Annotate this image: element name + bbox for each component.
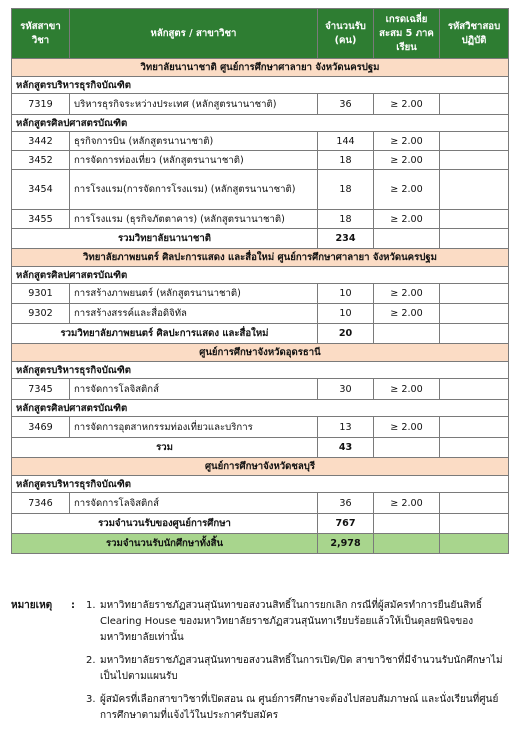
subtotal-value: 20 xyxy=(318,324,374,344)
cell-gpa: ≥ 2.00 xyxy=(374,304,440,324)
faculty-title: ศูนย์การศึกษาจังหวัดอุดรธานี xyxy=(12,344,509,362)
table-row xyxy=(12,417,509,438)
cell-name: การสร้างภาพยนตร์ (หลักสูตรนานาชาติ) xyxy=(70,284,318,304)
cell-quota: 144 xyxy=(318,132,374,151)
cell-code: 7346 xyxy=(12,493,70,514)
header-code: รหัสสาขาวิชา xyxy=(12,9,70,59)
cell-practical xyxy=(440,132,509,151)
note-number: 2. xyxy=(86,655,96,666)
notes-colon: : xyxy=(71,600,75,611)
cell-code: 3442 xyxy=(12,132,70,151)
grand-total-label: รวมจำนวนรับนักศึกษาทั้งสิ้น xyxy=(12,534,318,554)
cell-name: การจัดการท่องเที่ยว (หลักสูตรนานาชาติ) xyxy=(70,151,318,170)
subtotal-value: 43 xyxy=(318,438,374,458)
subtotal-label: รวมวิทยาลัยนานาชาติ xyxy=(12,229,318,249)
faculty-row xyxy=(12,59,509,77)
cell-quota: 30 xyxy=(318,379,374,400)
note-item xyxy=(86,692,511,724)
faculty-title: ศูนย์การศึกษาจังหวัดชลบุรี xyxy=(12,458,509,476)
empty-cell xyxy=(440,324,509,344)
note-item xyxy=(86,653,511,685)
program-title: หลักสูตรบริหารธุรกิจบัณฑิต xyxy=(12,77,509,94)
cell-name: บริหารธุรกิจระหว่างประเทศ (หลักสูตรนานาชาติ) xyxy=(70,94,318,115)
empty-cell xyxy=(440,534,509,554)
table-row xyxy=(12,284,509,304)
cell-practical xyxy=(440,94,509,115)
table-row xyxy=(12,210,509,229)
subtotal-value: 234 xyxy=(318,229,374,249)
cell-practical xyxy=(440,493,509,514)
program-title: หลักสูตรบริหารธุรกิจบัณฑิต xyxy=(12,476,509,493)
program-row xyxy=(12,115,509,132)
notes-list xyxy=(86,598,511,731)
note-number: 1. xyxy=(86,600,96,611)
cell-name: การโรงแรม (ธุรกิจภัตตาคาร) (หลักสูตรนานาชาติ) xyxy=(70,210,318,229)
cell-code: 3469 xyxy=(12,417,70,438)
cell-quota: 13 xyxy=(318,417,374,438)
cell-code: 3455 xyxy=(12,210,70,229)
header-quota: จำนวนรับ (คน) xyxy=(318,9,374,59)
cell-code: 9301 xyxy=(12,284,70,304)
cell-code: 7319 xyxy=(12,94,70,115)
cell-practical xyxy=(440,170,509,210)
cell-name: ธุรกิจการบิน (หลักสูตรนานาชาติ) xyxy=(70,132,318,151)
program-title: หลักสูตรบริหารธุรกิจบัณฑิต xyxy=(12,362,509,379)
program-title: หลักสูตรศิลปศาสตรบัณฑิต xyxy=(12,115,509,132)
header-gpa: เกรดเฉลี่ยสะสม 5 ภาคเรียน xyxy=(374,9,440,59)
header-program: หลักสูตร / สาขาวิชา xyxy=(70,9,318,59)
cell-gpa: ≥ 2.00 xyxy=(374,379,440,400)
empty-cell xyxy=(440,229,509,249)
table-row xyxy=(12,170,509,210)
empty-cell xyxy=(374,534,440,554)
cell-gpa: ≥ 2.00 xyxy=(374,151,440,170)
empty-cell xyxy=(440,514,509,534)
cell-code: 7345 xyxy=(12,379,70,400)
cell-practical xyxy=(440,151,509,170)
faculty-title: วิทยาลัยภาพยนตร์ ศิลปะการแสดง และสื่อใหม่ ศูนย์การศึกษาศาลายา จังหวัดนครปฐม xyxy=(12,249,509,267)
cell-quota: 10 xyxy=(318,304,374,324)
table-row xyxy=(12,94,509,115)
centers-total-row xyxy=(12,514,509,534)
cell-quota: 18 xyxy=(318,210,374,229)
subtotal-row xyxy=(12,438,509,458)
table-row xyxy=(12,379,509,400)
faculty-row xyxy=(12,344,509,362)
cell-gpa: ≥ 2.00 xyxy=(374,94,440,115)
cell-gpa: ≥ 2.00 xyxy=(374,284,440,304)
table-row xyxy=(12,132,509,151)
notes-label: หมายเหตุ xyxy=(11,600,53,611)
centers-total-value: 767 xyxy=(318,514,374,534)
subtotal-label: รวมวิทยาลัยภาพยนตร์ ศิลปะการแสดง และสื่อใหม่ xyxy=(12,324,318,344)
table-row xyxy=(12,304,509,324)
program-row xyxy=(12,267,509,284)
cell-practical xyxy=(440,304,509,324)
empty-cell xyxy=(440,438,509,458)
cell-name: การจัดการอุตสาหกรรมท่องเที่ยวและบริการ xyxy=(70,417,318,438)
empty-cell xyxy=(374,229,440,249)
faculty-title: วิทยาลัยนานาชาติ ศูนย์การศึกษาศาลายา จังหวัดนครปฐม xyxy=(12,59,509,77)
cell-quota: 18 xyxy=(318,151,374,170)
cell-name: การจัดการโลจิสติกส์ xyxy=(70,493,318,514)
note-item xyxy=(86,598,511,646)
cell-code: 3452 xyxy=(12,151,70,170)
note-text: มหาวิทยาลัยราชภัฏสวนสุนันทาขอสงวนสิทธิ์ในการยกเลิก กรณีที่ผู้สมัครทำการยืนยันสิทธิ์ Clearing House ของมหาวิทยาลัยราชภัฏสวนสุนันทาเรียบร้อยแล้วให้เป็นดุลยพินิจของมหาวิทยาลัยเท่านั้น xyxy=(100,600,482,643)
cell-name: การจัดการโลจิสติกส์ xyxy=(70,379,318,400)
subtotal-row xyxy=(12,229,509,249)
empty-cell xyxy=(374,514,440,534)
table-row xyxy=(12,493,509,514)
empty-cell xyxy=(374,438,440,458)
cell-quota: 36 xyxy=(318,493,374,514)
program-title: หลักสูตรศิลปศาสตรบัณฑิต xyxy=(12,400,509,417)
program-row xyxy=(12,77,509,94)
cell-practical xyxy=(440,284,509,304)
centers-total-label: รวมจำนวนรับของศูนย์การศึกษา xyxy=(12,514,318,534)
cell-code: 9302 xyxy=(12,304,70,324)
cell-gpa: ≥ 2.00 xyxy=(374,210,440,229)
program-row xyxy=(12,362,509,379)
cell-name: การสร้างสรรค์และสื่อดิจิทัล xyxy=(70,304,318,324)
cell-gpa: ≥ 2.00 xyxy=(374,170,440,210)
cell-quota: 36 xyxy=(318,94,374,115)
grand-total-row xyxy=(12,534,509,554)
program-row xyxy=(12,476,509,493)
cell-practical xyxy=(440,379,509,400)
empty-cell xyxy=(374,324,440,344)
table-row xyxy=(12,151,509,170)
admission-table xyxy=(11,8,509,554)
subtotal-label: รวม xyxy=(12,438,318,458)
program-title: หลักสูตรศิลปศาสตรบัณฑิต xyxy=(12,267,509,284)
cell-gpa: ≥ 2.00 xyxy=(374,493,440,514)
note-text: มหาวิทยาลัยราชภัฏสวนสุนันทาขอสงวนสิทธิ์ในการเปิด/ปิด สาขาวิชาที่มีจำนวนรับนักศึกษาไม่เป็นไปตามแผนรับ xyxy=(100,655,503,682)
cell-quota: 18 xyxy=(318,170,374,210)
subtotal-row xyxy=(12,324,509,344)
cell-code: 3454 xyxy=(12,170,70,210)
note-text: ผู้สมัครที่เลือกสาขาวิชาที่เปิดสอน ณ ศูนย์การศึกษาจะต้องไปสอบสัมภาษณ์ และนั่งเรียนที่ศูนย์การศึกษาตามที่แจ้งไว้ในประกาศรับสมัคร xyxy=(100,694,499,721)
cell-gpa: ≥ 2.00 xyxy=(374,417,440,438)
table-header-row xyxy=(12,9,509,59)
program-row xyxy=(12,400,509,417)
cell-practical xyxy=(440,210,509,229)
cell-practical xyxy=(440,417,509,438)
faculty-row xyxy=(12,249,509,267)
faculty-row xyxy=(12,458,509,476)
cell-quota: 10 xyxy=(318,284,374,304)
header-practical: รหัสวิชาสอบปฏิบัติ xyxy=(440,9,509,59)
cell-gpa: ≥ 2.00 xyxy=(374,132,440,151)
note-number: 3. xyxy=(86,694,96,705)
cell-name: การโรงแรม(การจัดการโรงแรม) (หลักสูตรนานาชาติ) xyxy=(70,170,318,210)
grand-total-value: 2,978 xyxy=(318,534,374,554)
